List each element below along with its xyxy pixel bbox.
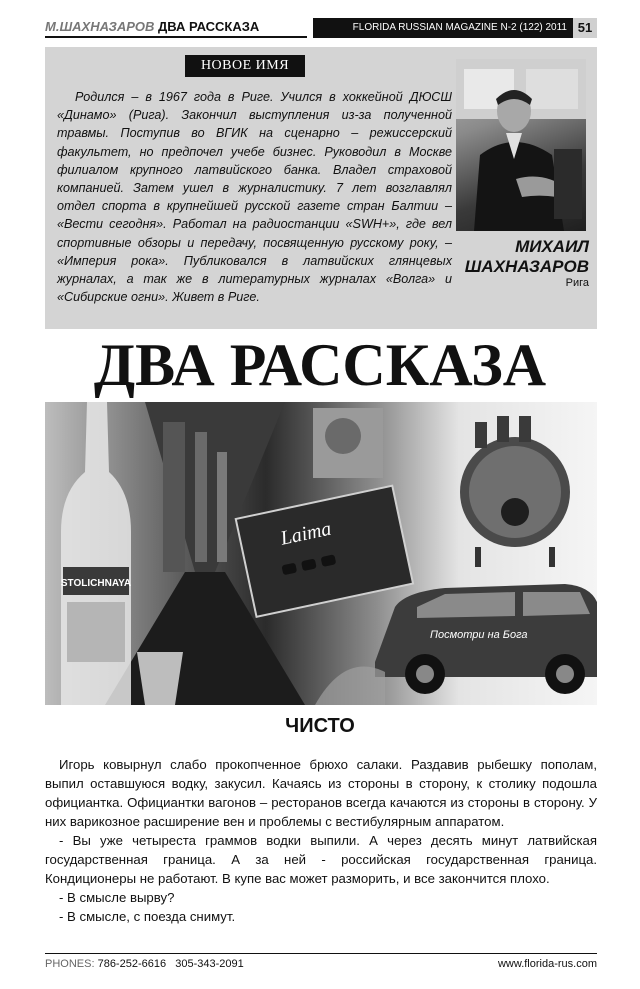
page-footer <box>45 953 597 973</box>
author-bio-box <box>45 47 597 329</box>
author-photo <box>456 59 586 231</box>
page-number: 51 <box>573 18 597 38</box>
author-last-name: ШАХНАЗАРОВ <box>464 257 589 276</box>
story-paragraph: - В смысле, с поезда снимут. <box>59 909 236 924</box>
author-photo-image <box>456 59 586 231</box>
footer-phones <box>45 956 244 973</box>
story-body <box>45 755 597 926</box>
bottle-label-text: STOLICHNAYA <box>60 578 132 589</box>
author-first-name: МИХАИЛ <box>515 237 589 256</box>
article-illustration <box>45 402 597 705</box>
author-city: Рига <box>565 277 589 289</box>
article-title: ДВА РАССКАЗА <box>93 332 547 398</box>
running-head-title: ДВА РАССКАЗА <box>158 19 260 34</box>
candy-brand-text: Laima <box>278 517 334 550</box>
phone-number: 305-343-2091 <box>175 958 244 970</box>
phone-number: 786-252-6616 <box>97 958 167 970</box>
story-title: ЧИСТО <box>285 715 355 737</box>
page-header <box>45 18 597 38</box>
magazine-issue: FLORIDA RUSSIAN MAGAZINE N-2 (122) 2011 <box>313 18 573 38</box>
author-bio-text: Родился – в 1967 года в Риге. Учился в хоккейной ДЮСШ «Динамо» (Рига). Закончил выступления из-за полученной травмы. Поступив во ВГИК на сценарно – режиссерский факультет, но предпочел учебе бизнес. Руководил в Москве филиалом крупного латвийского банка. Владел страховой компанией. Затем ушел в журналистику. 7 лет возглавлял отдел спорта в крупнейшей русской газете стран Балтии – «Вести сегодня». Работал на радиостанции «SWH+», где вел спортивные обзоры и передачу, посвященную русскому року, – «Империя рока». Публиковался в латвийских глянцевых журналах, а так же в литературных журналах «Волга» и «Сибирские огни». Живет в Риге. <box>57 90 452 305</box>
story-paragraph: Игорь ковырнул слабо прокопченное брюхо салаки. Раздавив рыбешку пополам, выпил оставшуюся водку, закусил. Качаясь из стороны в сторону, к столику подошла официантка. Официантки вагонов – ресторанов всегда качаются из стороны в сторону. У них варикозное расширение вен и проблемы с вестибулярным аппаратом. <box>45 757 597 829</box>
new-name-tag: НОВОЕ ИМЯ <box>185 55 305 77</box>
car-text: Посмотри на Бога <box>430 629 528 641</box>
story-paragraph: - В смысле вырву? <box>59 890 175 905</box>
collage-image <box>45 402 597 705</box>
story-paragraph: - Вы уже четыреста граммов водки выпили. А через десять минут латвийская государственная граница. А за ней - российская государственная граница. Кондиционеры не работают. В купе вас может разморить, и все закончится плохо. <box>45 833 597 886</box>
author-name <box>425 237 589 277</box>
running-head <box>45 18 307 38</box>
phones-label: PHONES: <box>45 958 95 970</box>
running-head-author: М.ШАХНАЗАРОВ <box>45 19 155 34</box>
website-link[interactable]: www.florida-rus.com <box>497 958 597 970</box>
